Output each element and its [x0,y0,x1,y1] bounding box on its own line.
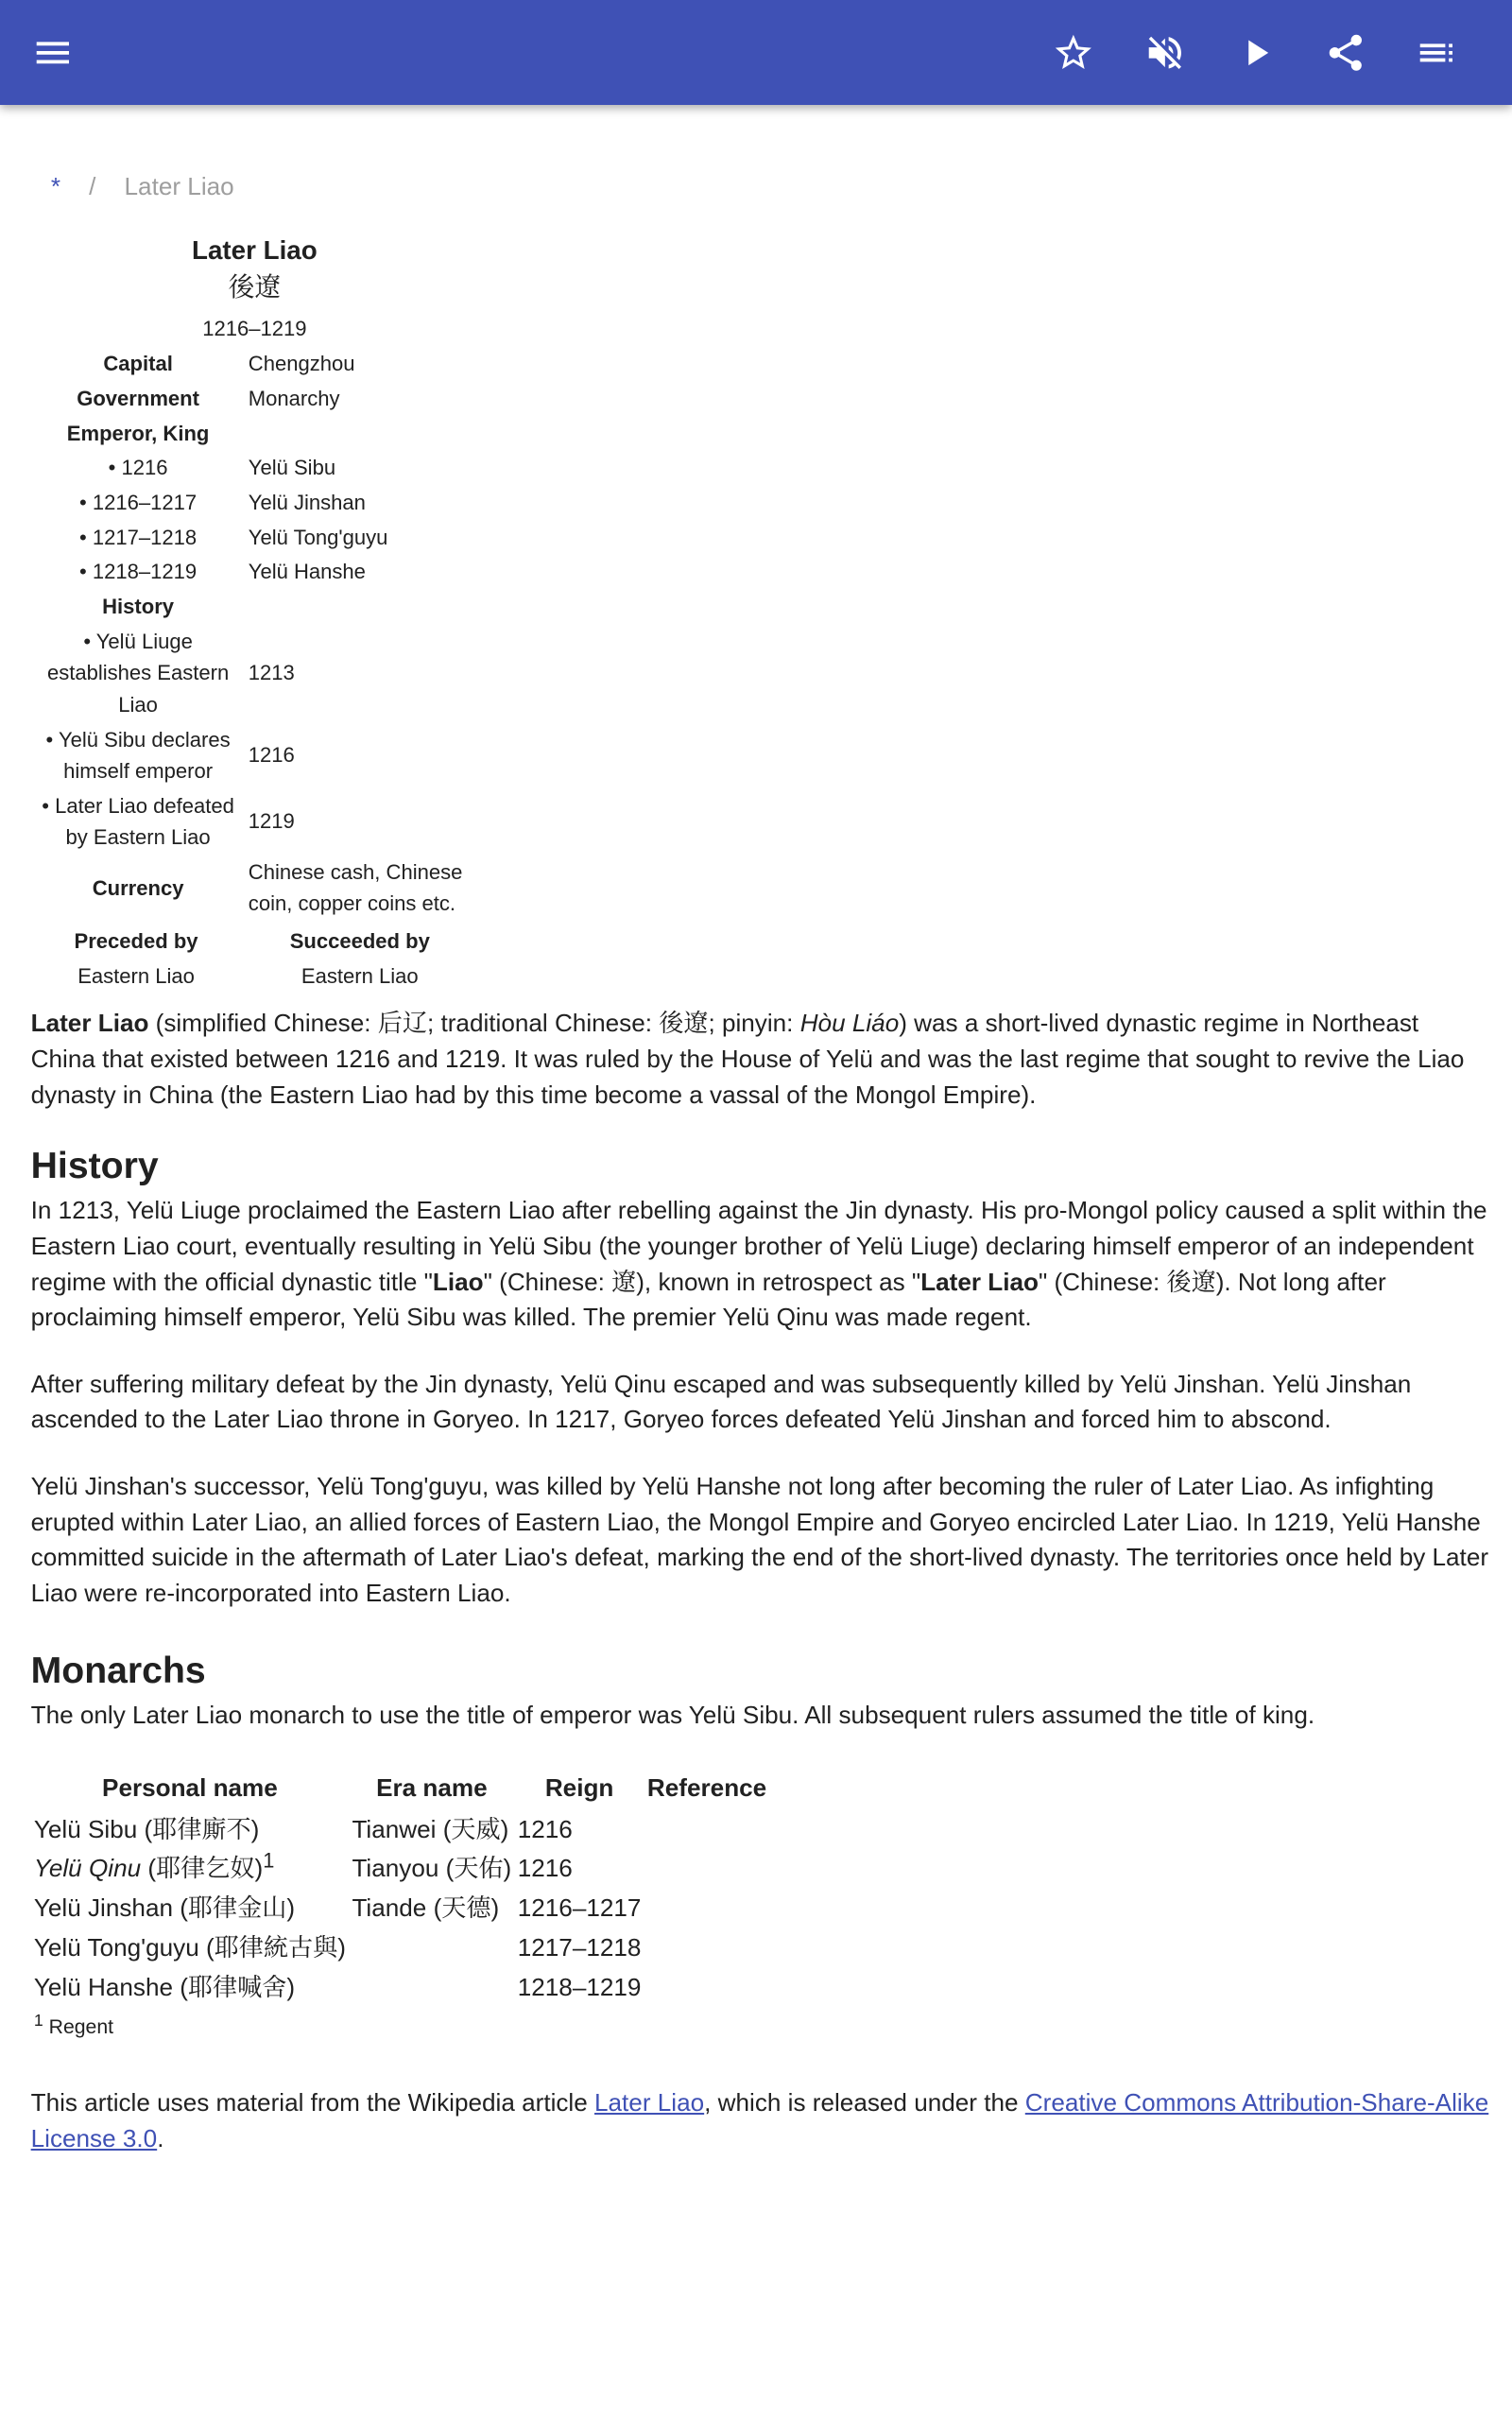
history-event: • Yelü Sibu declares himself emperor [45,727,231,783]
era-name: Tianwei (天威) [352,1814,509,1843]
ruler-row [31,520,478,555]
table-row [31,1967,770,2007]
history-event: • Yelü Liuge establishes Eastern Liao [46,629,230,717]
reign: 1216 [517,1814,573,1843]
article-body [31,1006,1489,2157]
preceded-label: Preceded by [74,929,198,954]
reign: 1216 [517,1854,573,1883]
reference [644,1809,770,1849]
succeeded-label: Succeeded by [289,929,430,954]
breadcrumb-current: Later Liao [124,171,234,200]
personal-name-cjk: (耶律統古與) [198,1932,346,1962]
history-event: • Later Liao defeated by Eastern Liao [42,793,234,850]
footnote [34,2010,1489,2046]
star-icon[interactable] [1052,31,1095,75]
infobox-years: 1216–1219 [202,317,307,341]
rulers-label: Emperor, King [66,421,210,445]
text: " (Chinese: 後遼). Not long after proclaiming himself emperor, Yelü Sibu was killed. The premier Yelü Qinu was made regent. [30,1267,1386,1332]
table-row [31,1889,770,1928]
playlist-icon[interactable] [1415,31,1458,75]
succeeded-value[interactable]: Eastern Liao [301,964,419,989]
history-heading: History [30,1145,159,1186]
table-row [31,1849,770,1889]
monarchs-heading: Monarchs [30,1650,206,1691]
intro-pinyin: Hòu Liáo [799,1009,900,1038]
personal-name: Yelü Jinshan [33,1893,173,1923]
text: In 1213, Yelü Liuge proclaimed the Eastern Liao after rebelling against the Jin dynasty. His pro-Mongol policy caused a split within the Eastern Liao court, eventually resulting in Yelü Sibu (the younger brother of Yelü Liuge) declaring himself emperor of an independent regime with the official dynastic title " [30,1196,1487,1296]
ruler-row [31,451,478,486]
history-row [31,722,478,788]
history-year: 1219 [248,809,295,834]
history-row [31,788,478,855]
breadcrumb [51,170,1512,204]
era-name [349,1927,514,1967]
ruler-period: • 1216 [108,456,168,480]
table-row [31,1927,770,1967]
reference [644,1889,770,1928]
intro-text: (simplified Chinese: 后辽; traditional Chinese: 後遼; pinyin: [148,1009,800,1038]
reference [644,1967,770,2007]
license-link[interactable]: Creative Commons Attribution-Share-Alike License 3.0 [30,2088,1489,2152]
ruler-name: Yelü Hanshe [248,560,366,584]
footnote-ref[interactable]: 1 [263,1848,275,1873]
personal-name-cjk: (耶律乞奴) [141,1854,264,1883]
intro-bold: Later Liao [30,1009,149,1038]
government-value: Monarchy [248,386,340,410]
play-icon[interactable] [1234,31,1278,75]
infobox [31,232,478,994]
bold-text: Later Liao [920,1267,1039,1296]
text: This article uses material from the Wikipedia article [30,2088,595,2118]
article-link[interactable]: Later Liao [594,2088,705,2118]
ruler-period: • 1218–1219 [79,560,198,584]
era-name [349,1967,514,2007]
footnote-text: Regent [43,2016,114,2039]
app-bar [0,0,1512,105]
era-name: Tianyou (天佑) [352,1854,512,1883]
column-header: Era name [376,1772,488,1802]
history-paragraph: Yelü Jinshan's successor, Yelü Tong'guyu, was killed by Yelü Hanshe not long after becoming the ruler of Later Liao. As infighting erupted within Later Liao, an allied forces of Eastern Liao, the Mongol Empire and Goryeo encircled Later Liao. In 1219, Yelü Hanshe committed suicide in the aftermath of Later Liao's defeat, marking the end of the short-lived dynasty. The territories once held by Later Liao were re-incorporated into Eastern Liao. [30,1471,1489,1607]
history-label: History [102,595,175,619]
currency-value: Chinese cash, Chinese coin, copper coins etc. [248,859,463,916]
capital-label: Capital [103,352,173,376]
table-row [31,1809,770,1849]
breadcrumb-home[interactable]: * [50,171,61,200]
reference [644,1927,770,1967]
share-icon[interactable] [1324,31,1367,75]
history-year: 1216 [248,743,295,768]
currency-label: Currency [92,875,184,900]
column-header: Personal name [102,1772,278,1802]
intro-paragraph [31,1006,1489,1113]
ruler-name: Yelü Sibu [248,456,336,480]
ruler-period: • 1216–1217 [79,490,198,514]
preceded-value[interactable]: Eastern Liao [77,964,195,989]
monarchs-intro: The only Later Liao monarch to use the title of emperor was Yelü Sibu. All subsequent rulers assumed the title of king. [30,1701,1315,1730]
government-label: Government [77,386,199,410]
ruler-period: • 1217–1218 [79,525,198,549]
personal-name: Yelü Qinu [33,1854,142,1883]
reign: 1218–1219 [517,1972,642,2001]
ruler-name: Yelü Tong'guyu [248,525,388,549]
history-paragraph [31,1193,1489,1336]
history-year: 1213 [248,661,295,685]
text: " (Chinese: 遼), known in retrospect as " [483,1267,921,1296]
capital-value: Chengzhou [248,352,355,376]
license-notice [31,2085,1489,2156]
personal-name: Yelü Sibu [33,1814,138,1843]
personal-name: Yelü Hanshe [33,1972,173,2001]
breadcrumb-separator: / [89,171,96,200]
footnote-mark: 1 [33,2011,43,2031]
personal-name: Yelü Tong'guyu [33,1932,199,1962]
reign: 1217–1218 [517,1932,642,1962]
ruler-row [31,555,478,590]
text: , which is released under the [704,2088,1025,2118]
reference [644,1849,770,1889]
reign: 1216–1217 [517,1893,642,1923]
infobox-title-cjk: 後遼 [228,272,282,302]
history-row [31,624,478,722]
history-paragraph: After suffering military defeat by the Jin dynasty, Yelü Qinu escaped and was subsequently killed by Yelü Jinshan. Yelü Jinshan ascended to the Later Liao throne in Goryeo. In 1217, Goryeo forces defeated Yelü Jinshan and forced him to abscond. [30,1369,1412,1434]
personal-name-cjk: (耶律廝不) [137,1814,260,1843]
monarchs-table [31,1768,770,2007]
text: . [157,2123,164,2152]
infobox-title: Later Liao [192,234,318,265]
volume-off-icon[interactable] [1143,31,1187,75]
ruler-row [31,485,478,520]
personal-name-cjk: (耶律喊舍) [173,1972,296,2001]
era-name: Tiande (天德) [352,1893,500,1923]
column-header: Reference [646,1772,767,1802]
column-header: Reign [544,1772,614,1802]
ruler-name: Yelü Jinshan [248,490,366,514]
personal-name-cjk: (耶律金山) [173,1893,296,1923]
intro-text: ) was a short-lived dynastic regime in Northeast China that existed between 1216 and 1219. It was ruled by the House of Yelü and was the last regime that sought to revive the Liao dynasty in China (the Eastern Liao had by this time become a vassal of the Mongol Empire). [30,1009,1465,1109]
menu-icon[interactable] [31,31,75,75]
bold-text: Liao [432,1267,484,1296]
